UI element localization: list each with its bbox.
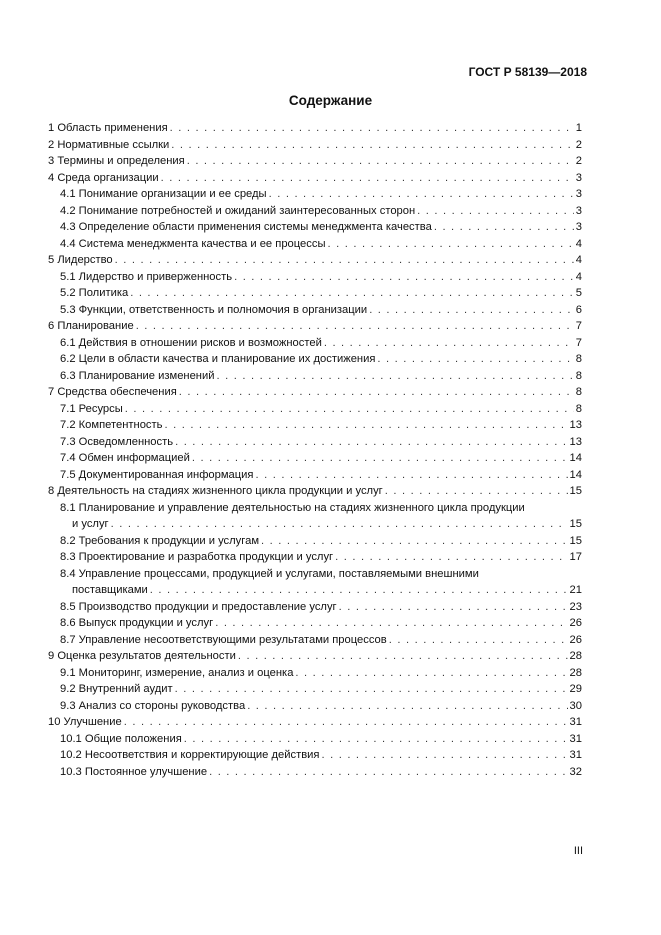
toc-entry[interactable] [48, 120, 582, 137]
toc-entry-page: 3 [575, 171, 582, 184]
toc-entry-page: 31 [569, 716, 582, 728]
toc-entry-title: поставщиками [72, 584, 148, 596]
toc-entry[interactable] [48, 137, 582, 154]
toc-entry[interactable] [48, 434, 582, 451]
toc-entry-page: 13 [569, 419, 582, 431]
toc-entry-title: 10.3 Постоянное улучшение [60, 765, 208, 778]
toc-entry-page: 26 [569, 633, 582, 646]
toc-entry-title: и услуг [72, 518, 109, 530]
toc-entry-title: 5.2 Политика [60, 287, 129, 299]
toc-entry-page: 31 [569, 732, 582, 745]
toc-entry[interactable] [48, 566, 582, 599]
toc-entry[interactable] [48, 698, 582, 715]
toc-entry-title: 10 Улучшение [48, 716, 122, 728]
toc-entry-page: 7 [575, 320, 582, 332]
toc-entry[interactable] [48, 731, 582, 748]
toc-entry[interactable] [48, 368, 582, 385]
toc-leader-dots [111, 516, 568, 533]
toc-leader-dots [115, 252, 574, 269]
toc-entry[interactable] [48, 170, 582, 187]
toc-entry-title: 10.2 Несоответствия и корректирующие действия [60, 749, 320, 761]
toc-entry-title: 7.1 Ресурсы [60, 402, 123, 415]
toc-leader-dots [261, 533, 568, 550]
toc-entry-page: 28 [569, 666, 582, 679]
toc-entry[interactable] [48, 417, 582, 434]
toc-entry-page: 4 [575, 237, 582, 250]
toc-entry-page: 15 [569, 534, 582, 547]
document-code: ГОСТ Р 58139—2018 [468, 65, 587, 79]
toc-entry[interactable] [48, 401, 582, 418]
toc-entry-title: 6.1 Действия в отношении рисков и возможностей [60, 336, 322, 349]
toc-entry[interactable] [48, 615, 582, 632]
toc-entry-title: 9 Оценка результатов деятельности [48, 650, 236, 662]
toc-entry[interactable] [48, 549, 582, 566]
toc-entry-page: 1 [575, 122, 582, 134]
toc-entry-title: 10.1 Общие положения [60, 732, 182, 745]
toc-entry-title: 4.1 Понимание организации и ее среды [60, 188, 267, 200]
toc-entry-title: 9.2 Внутренний аудит [60, 683, 173, 695]
toc-entry-page: 15 [569, 518, 582, 530]
toc-entry-title: 7 Средства обеспечения [48, 386, 177, 398]
toc-leader-dots [417, 203, 574, 220]
toc-entry-page: 3 [575, 188, 582, 200]
toc-leader-dots [136, 318, 574, 335]
toc-entry[interactable] [48, 747, 582, 764]
toc-entry-page: 8 [575, 353, 582, 365]
toc-entry[interactable] [48, 665, 582, 682]
toc-leader-dots [171, 137, 573, 154]
toc-leader-dots [130, 285, 574, 302]
toc-entry[interactable] [48, 351, 582, 368]
toc-entry-page: 8 [575, 386, 582, 398]
toc-leader-dots [385, 483, 568, 500]
toc-entry-title: 8.5 Производство продукции и предоставление услуг [60, 600, 337, 613]
toc-entry[interactable] [48, 285, 582, 302]
toc-entry-title: 4.2 Понимание потребностей и ожиданий заинтересованных сторон [60, 204, 416, 217]
toc-leader-dots [321, 747, 567, 764]
toc-entry[interactable] [48, 714, 582, 731]
toc-entry-title: 6 Планирование [48, 320, 134, 332]
toc-entry-page: 8 [575, 402, 582, 415]
toc-entry[interactable] [48, 467, 582, 484]
toc-entry-title: 6.2 Цели в области качества и планирование их достижения [60, 353, 376, 365]
toc-leader-dots [255, 467, 567, 484]
toc-leader-dots [187, 153, 574, 170]
toc-entry[interactable] [48, 302, 582, 319]
toc-entry[interactable] [48, 318, 582, 335]
toc-entry-title-line: 8.1 Планирование и управление деятельностью на стадиях жизненного цикла продукции [60, 501, 525, 514]
toc-entry-page: 14 [569, 452, 582, 464]
toc-entry[interactable] [48, 335, 582, 352]
toc-entry-title: 2 Нормативные ссылки [48, 138, 170, 151]
toc-entry[interactable] [48, 599, 582, 616]
toc-entry[interactable] [48, 203, 582, 220]
toc-entry-page: 2 [575, 155, 582, 167]
toc-title: Содержание [288, 93, 373, 108]
toc-entry[interactable] [48, 186, 582, 203]
toc-entry-page: 6 [575, 303, 582, 316]
toc-entry-title: 8.2 Требования к продукции и услугам [60, 534, 260, 547]
toc-leader-dots [247, 698, 567, 715]
toc-entry[interactable] [48, 153, 582, 170]
toc-leader-dots [328, 236, 574, 253]
toc-entry-title: 4.3 Определение области применения системы менеджмента качества [60, 221, 432, 233]
toc-leader-dots [339, 599, 568, 616]
toc-entry-title-line: 8.4 Управление процессами, продукцией и услугами, поставляемыми внешними [60, 567, 479, 580]
toc-entry-title: 5.1 Лидерство и приверженность [60, 270, 233, 283]
toc-entry-page: 5 [575, 287, 582, 299]
toc-leader-dots [150, 582, 568, 599]
toc-entry[interactable] [48, 764, 582, 781]
toc-leader-dots [175, 681, 568, 698]
toc-entry[interactable] [48, 681, 582, 698]
toc-leader-dots [238, 648, 568, 665]
toc-leader-dots [215, 615, 567, 632]
toc-leader-dots [234, 269, 574, 286]
toc-leader-dots [164, 417, 567, 434]
toc-entry-title: 7.4 Обмен информацией [60, 452, 190, 464]
toc-entry[interactable] [48, 483, 582, 500]
toc-entry-page: 28 [569, 650, 582, 662]
toc-entry-title: 7.3 Осведомленность [60, 435, 174, 448]
toc-leader-dots [434, 219, 574, 236]
toc-entry-title: 5.3 Функции, ответственность и полномочия в организации [60, 303, 368, 316]
toc-entry-page: 15 [569, 485, 582, 497]
toc-leader-dots [161, 170, 574, 187]
toc-leader-dots [125, 401, 574, 418]
toc-leader-dots [335, 549, 567, 566]
toc-leader-dots [170, 120, 574, 137]
toc-leader-dots [295, 665, 567, 682]
toc-entry-title: 1 Область применения [48, 122, 168, 134]
toc-entry-page: 2 [575, 138, 582, 151]
table-of-contents [48, 120, 582, 780]
toc-entry[interactable] [48, 252, 582, 269]
toc-entry[interactable] [48, 450, 582, 467]
toc-leader-dots [377, 351, 573, 368]
toc-entry-title: 6.3 Планирование изменений [60, 369, 215, 382]
toc-entry-page: 4 [575, 270, 582, 283]
toc-entry-title: 3 Термины и определения [48, 155, 185, 167]
toc-leader-dots [217, 368, 574, 385]
toc-entry-page: 17 [569, 551, 582, 563]
toc-entry-title: 7.2 Компетентность [60, 419, 163, 431]
toc-entry-page: 32 [569, 765, 582, 778]
toc-entry-page: 30 [569, 699, 582, 712]
page-number: III [573, 845, 583, 857]
toc-leader-dots [324, 335, 574, 352]
toc-entry-page: 7 [575, 336, 582, 349]
toc-entry-title: 4.4 Система менеджмента качества и ее процессы [60, 237, 326, 250]
toc-entry-page: 4 [575, 254, 582, 266]
toc-entry-title: 4 Среда организации [48, 171, 159, 184]
toc-entry-title: 9.1 Мониторинг, измерение, анализ и оценка [60, 666, 294, 679]
toc-entry-page: 3 [575, 221, 582, 233]
toc-entry-page: 21 [569, 584, 582, 596]
toc-leader-dots [369, 302, 574, 319]
toc-entry[interactable] [48, 632, 582, 649]
toc-leader-dots [184, 731, 568, 748]
toc-entry-title: 9.3 Анализ со стороны руководства [60, 699, 246, 712]
toc-entry-title: 7.5 Документированная информация [60, 468, 254, 481]
toc-entry-title: 8 Деятельность на стадиях жизненного цикла продукции и услуг [48, 485, 383, 497]
toc-entry[interactable] [48, 500, 582, 533]
toc-entry-page: 8 [575, 369, 582, 382]
toc-leader-dots [175, 434, 567, 451]
toc-entry[interactable] [48, 219, 582, 236]
toc-entry-title: 8.3 Проектирование и разработка продукции и услуг [60, 551, 334, 563]
toc-entry-page: 26 [569, 617, 582, 629]
toc-entry-page: 3 [575, 204, 582, 217]
toc-leader-dots [389, 632, 568, 649]
toc-entry-page: 13 [569, 435, 582, 448]
toc-entry[interactable] [48, 384, 582, 401]
toc-leader-dots [124, 714, 568, 731]
toc-entry-page: 31 [569, 749, 582, 761]
toc-entry[interactable] [48, 236, 582, 253]
toc-entry-page: 14 [569, 468, 582, 481]
toc-entry-title: 8.7 Управление несоответствующими результатами процессов [60, 633, 387, 646]
toc-leader-dots [192, 450, 568, 467]
toc-entry[interactable] [48, 648, 582, 665]
toc-entry-title: 5 Лидерство [48, 254, 113, 266]
toc-entry-page: 23 [569, 600, 582, 613]
toc-leader-dots [179, 384, 574, 401]
toc-entry[interactable] [48, 269, 582, 286]
toc-entry-title: 8.6 Выпуск продукции и услуг [60, 617, 214, 629]
toc-leader-dots [209, 764, 567, 781]
toc-entry[interactable] [48, 533, 582, 550]
toc-entry-page: 29 [569, 683, 582, 695]
toc-leader-dots [269, 186, 574, 203]
